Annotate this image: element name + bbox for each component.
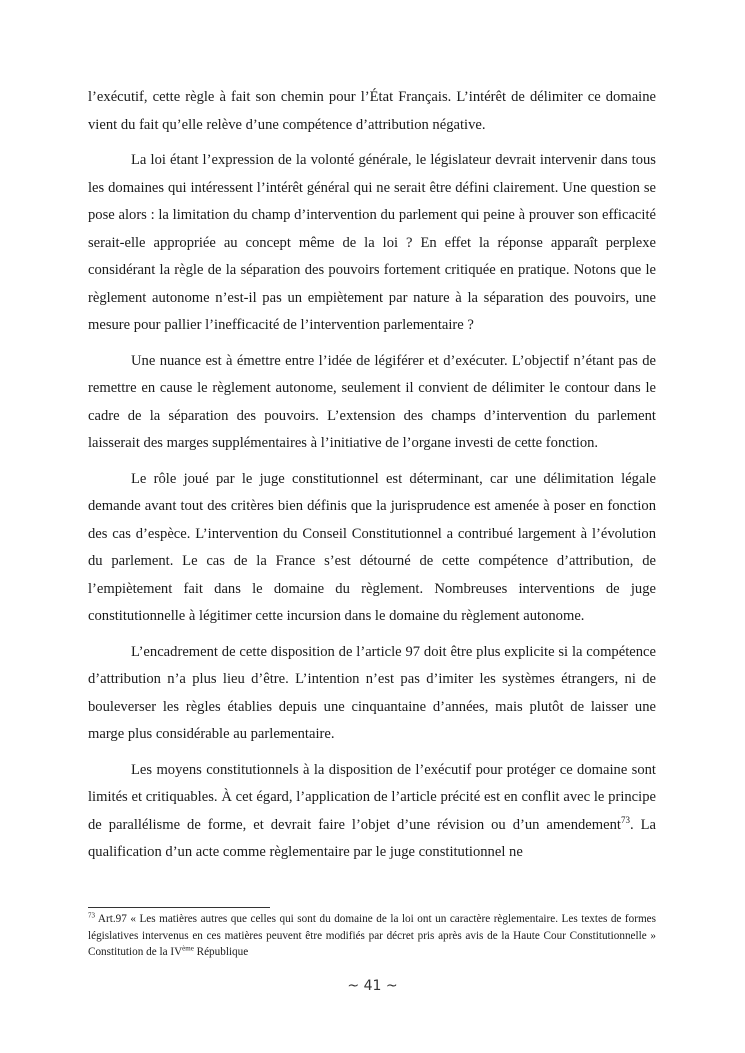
footnote-number: 73 bbox=[88, 911, 95, 920]
paragraph-1: l’exécutif, cette règle à fait son chemin pour l’État Français. L’intérêt de délimiter ce domaine vient du fait qu’elle relève d’une compétence d’attribution négative. bbox=[88, 89, 656, 133]
paragraph-2: La loi étant l’expression de la volonté générale, le législateur devrait intervenir dans tous les domaines qui intéressent l’intérêt général qui ne serait être défini clairement. Une question se pose alors : la limitation du champ d’intervention du parlement qui peine à prouver son efficacité serait-elle appropriée au concept même de la loi ? En effet la réponse apparaît perplexe considérant la règle de la séparation des pouvoirs fortement critiquée en pratique. Notons que le règlement autonome n’est-il pas un empiètement par nature à la séparation des pouvoirs, une mesure pour pallier l’inefficacité de l’intervention parlementaire ? bbox=[88, 152, 656, 333]
page-number: ~ 41 ~ bbox=[347, 978, 398, 994]
footnote-text-end: République bbox=[193, 946, 249, 958]
paragraph-6-text-start: Les moyens constitutionnels à la disposition de l’exécutif pour protéger ce domaine sont limités et critiquables. À cet égard, l’application de l’article précité est en conflit avec le principe de parallélisme de forme, et devrait faire l’objet d’une révision ou d’un amendement bbox=[88, 761, 656, 833]
body-text bbox=[88, 84, 656, 875]
footnote-ordinal-superscript: ème bbox=[182, 944, 194, 953]
paragraph-5: L’encadrement de cette disposition de l’article 97 doit être plus explicite si la compétence d’attribution n’a plus lieu d’être. L’intention n’est pas d’imiter les systèmes étrangers, ni de bouleverser les règles établies depuis une cinquantaine d’années, mais plutôt de laisser une marge plus considérable au parlementaire. bbox=[88, 643, 656, 742]
paragraph-6-text-end: . La qualification d’un acte comme règlementaire par le juge constitutionnel ne bbox=[88, 816, 656, 860]
footnote-reference[interactable]: 73 bbox=[620, 814, 630, 825]
footnote-text-start: Art.97 « Les matières autres que celles qui sont du domaine de la loi ont un caractère règlementaire. Les textes de formes législatives intervenus en ces matières peuvent être modifiés par décret pris après avis de la Haute Cour Constitutionnelle » Constitution de la IV bbox=[88, 913, 656, 958]
footnote-separator bbox=[88, 907, 270, 908]
footnote-73 bbox=[88, 911, 656, 961]
paragraph-4: Le rôle joué par le juge constitutionnel est déterminant, car une délimitation légale demande avant tout des critères bien définis que la jurisprudence est amenée à poser en fonction des cas d’espèce. L’intervention du Conseil Constitutionnel a contribué largement à l’évolution du parlement. Le cas de la France s’est détourné de cette compétence d’attribution, de l’empiètement fait dans le domaine du règlement. Nombreuses interventions de juge constitutionnelle à légitimer cette incursion dans le domaine du règlement autonome. bbox=[88, 470, 656, 624]
paragraph-6 bbox=[88, 757, 656, 867]
paragraph-3: Une nuance est à émettre entre l’idée de légiférer et d’exécuter. L’objectif n’étant pas de remettre en cause le règlement autonome, seulement il convient de délimiter le contour dans le cadre de la séparation des pouvoirs. L’extension des champs d’intervention du parlement laisserait des marges supplémentaires à l’initiative de l’organe investi de cette fonction. bbox=[88, 352, 656, 451]
